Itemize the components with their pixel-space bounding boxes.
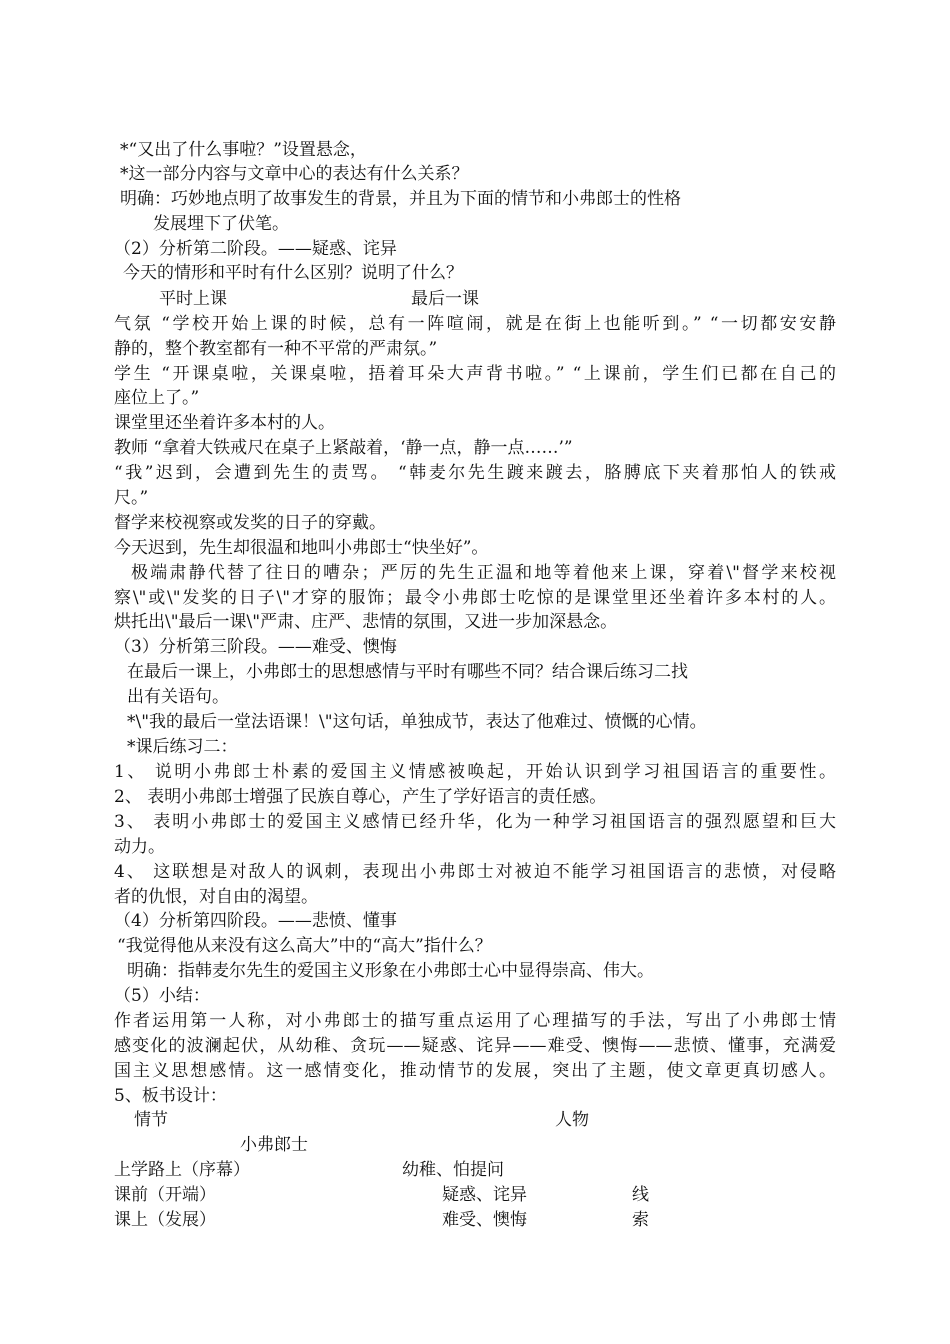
text-line: 今天迟到，先生却很温和地叫小弗郎士“快坐好”。 — [114, 538, 489, 558]
text-line: *“又出了什么事啦？”设置悬念， — [120, 140, 367, 160]
text-line: 静的，整个教室都有一种不平常的严肃氛。” — [114, 339, 438, 359]
board-row-mark: 线 — [632, 1185, 649, 1205]
text-line: 座位上了。” — [114, 388, 200, 408]
list-item: 1、 说明小弗郎士朴素的爱国主义情感被唤起，开始认识到学习祖国语言的重要性。 — [114, 762, 836, 782]
section-heading: （2）分析第二阶段。——疑惑、诧异 — [114, 239, 397, 259]
text-line: 督学来校视察或发奖的日子的穿戴。 — [114, 513, 386, 533]
list-item: 4、 这联想是对敌人的讽刺，表现出小弗郎士对被迫不能学习祖国语言的悲愤，对侵略 — [114, 862, 836, 882]
text-line: 明确：指韩麦尔先生的爱国主义形象在小弗郎士心中显得崇高、伟大。 — [127, 961, 654, 981]
section-heading: （5）小结： — [114, 986, 210, 1006]
text-line: 课堂里还坐着许多本村的人。 — [114, 413, 335, 433]
summary-line: 感变化的波澜起伏，从幼稚、贪玩——疑惑、诧异——难受、懊悔——悲愤、懂事，充满爱 — [114, 1036, 836, 1056]
board-row-value: 疑惑、诧异 — [442, 1185, 527, 1205]
list-item-continued: 者的仇恨，对自由的渴望。 — [114, 887, 318, 907]
text-line: 教师 “拿着大铁戒尺在桌子上紧敲着，‘静一点，静一点……’” — [114, 438, 573, 458]
list-item-continued: 动力。 — [114, 837, 165, 857]
board-row-value: 幼稚、怕提问 — [402, 1160, 504, 1180]
text-line: 烘托出\"最后一课\"严肃、庄严、悲情的氛围，又进一步加深悬念。 — [114, 612, 618, 632]
board-row-value: 难受、懊悔 — [442, 1210, 527, 1230]
question-line: 在最后一课上，小弗郎士的思想感情与平时有哪些不同？结合课后练习二找 — [127, 662, 688, 682]
question-line: 出有关语句。 — [127, 687, 229, 707]
text-line: 学生 “开课桌啦，关课桌啦，捂着耳朵大声背书啦。” “上课前，学生们已都在自己的 — [114, 364, 836, 384]
board-header: 人物 — [555, 1110, 589, 1130]
question-line: “我觉得他从来没有这么高大”中的“高大”指什么？ — [117, 936, 492, 956]
text-line: 明确：巧妙地点明了故事发生的背景，并且为下面的情节和小弗郎士的性格 — [120, 189, 681, 209]
column-label: 平时上课 — [159, 289, 227, 309]
board-header: 情节 — [134, 1110, 168, 1130]
section-heading: （3）分析第三阶段。——难受、懊悔 — [114, 637, 397, 657]
text-line: 尺。” — [114, 488, 149, 508]
text-line: “我”迟到，会遭到先生的责骂。 “韩麦尔先生踱来踱去，胳膊底下夹着那怕人的铁戒 — [114, 463, 836, 483]
text-line: 极端肃静代替了往日的嘈杂；严厉的先生正温和地等着他来上课，穿着\"督学来校视 — [131, 563, 836, 583]
board-row-mark: 索 — [632, 1210, 649, 1230]
text-line: *课后练习二： — [127, 737, 238, 757]
text-line: 察\"或\"发奖的日子\"才穿的服饰；最令小弗郎士吃惊的是课堂里还坐着许多本村的人。 — [114, 588, 836, 608]
text-line: 发展埋下了伏笔。 — [153, 214, 289, 234]
board-row-label: 上学路上（序幕） — [114, 1160, 250, 1180]
board-row-label: 课上（发展） — [114, 1210, 216, 1230]
text-line: *这一部分内容与文章中心的表达有什么关系？ — [120, 164, 469, 184]
column-label: 最后一课 — [411, 289, 479, 309]
section-heading: （4）分析第四阶段。——悲愤、懂事 — [114, 911, 397, 931]
list-item: 2、 表明小弗郎士增强了民族自尊心，产生了学好语言的责任感。 — [114, 787, 607, 807]
summary-line: 作者运用第一人称，对小弗郎士的描写重点运用了心理描写的手法，写出了小弗郎士情 — [114, 1011, 836, 1031]
list-item: 3、 表明小弗郎士的爱国主义感情已经升华，化为一种学习祖国语言的强烈愿望和巨大 — [114, 812, 836, 832]
board-label: 小弗郎士 — [240, 1135, 308, 1155]
summary-line: 国主义思想感情。这一感情变化，推动情节的发展，突出了主题，使文章更真切感人。 — [114, 1061, 836, 1081]
text-line: 气氛 “学校开始上课的时候，总有一阵喧闹，就是在街上也能听到。” “一切都安安静 — [114, 314, 836, 334]
section-heading: 5、板书设计： — [114, 1086, 227, 1106]
text-line: *\"我的最后一堂法语课！\"这句话，单独成节，表达了他难过、愤慨的心情。 — [127, 712, 707, 732]
question-line: 今天的情形和平时有什么区别？说明了什么？ — [123, 263, 463, 283]
board-row-label: 课前（开端） — [114, 1185, 216, 1205]
